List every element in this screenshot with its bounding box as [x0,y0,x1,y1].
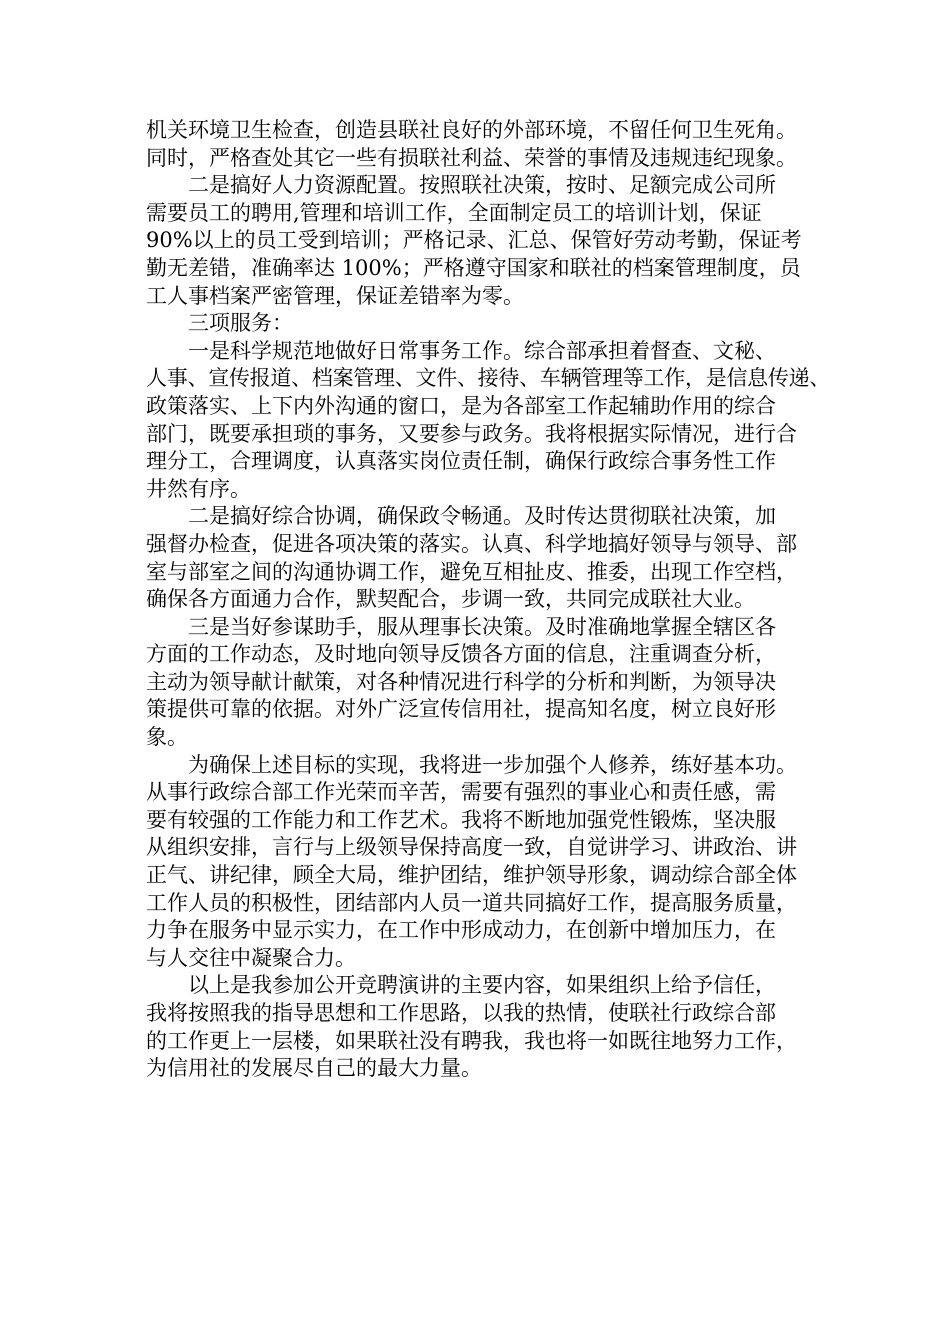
text-line: 象。 [146,725,188,750]
text-line: 工作人员的积极性，团结部内人员一道共同搞好工作，提高服务质量， [146,890,797,915]
text-line: 我将按照我的指导思想和工作思路，以我的热情，使联社行政综合部 [146,1001,776,1025]
text-line: 90%以上的员工受到培训；严格记录、汇总、保管好劳动考勤，保证考 [146,228,802,253]
text-line: 策提供可靠的依据。对外广泛宣传信用社，提高知名度，树立良好形 [146,697,776,722]
text-line: 勤无差错，准确率达 100%；严格遵守国家和联社的档案管理制度，员 [146,255,801,280]
text-line: 人事、宣传报道、档案管理、文件、接待、车辆管理等工作，是信息传递、 [146,366,831,391]
text-line: 理分工，合理调度，认真落实岗位责任制，确保行政综合事务性工作 [146,449,776,474]
text-line: 工人事档案严密管理，保证差错率为零。 [146,283,524,308]
text-line: 同时，严格查处其它一些有损联社利益、荣誉的事情及违规违纪现象。 [146,145,797,170]
text-line: 一是科学规范地做好日常事务工作。综合部承担着督查、文秘、 [188,338,776,363]
text-line: 要有较强的工作能力和工作艺术。我将不断地加强党性锻炼，坚决服 [146,807,776,832]
text-line: 室与部室之间的沟通协调工作，避免互相扯皮、推委，出现工作空档， [146,559,797,584]
text-line: 方面的工作动态，及时地向领导反馈各方面的信息，注重调查分析， [146,642,776,667]
text-line: 三项服务： [188,311,293,336]
text-line: 二是搞好人力资源配置。按照联社决策，按时、足额完成公司所 [188,173,776,198]
text-line: 二是搞好综合协调，确保政令畅通。及时传达贯彻联社决策，加 [188,504,776,529]
text-line: 需要员工的聘用,管理和培训工作，全面制定员工的培训计划，保证 [146,200,762,225]
text-line: 力争在服务中显示实力，在工作中形成动力，在创新中增加压力，在 [146,918,776,943]
text-line: 政策落实、上下内外沟通的窗口，是为各部室工作起辅助作用的综合 [146,393,776,418]
text-line: 为信用社的发展尽自己的最大力量。 [146,1056,482,1081]
text-line: 井然有序。 [146,476,251,501]
text-line: 的工作更上一层楼，如果联社没有聘我，我也将一如既往地努力工作， [146,1028,797,1053]
document-body [146,117,830,1083]
text-line: 为确保上述目标的实现，我将进一步加强个人修养，练好基本功。 [188,752,797,777]
text-line: 机关环境卫生检查，创造县联社良好的外部环境，不留任何卫生死角。 [146,118,797,142]
text-line: 从组织安排，言行与上级领导保持高度一致，自觉讲学习、讲政治、讲 [146,835,797,860]
text-line: 与人交往中凝聚合力。 [146,945,356,970]
text-line: 部门，既要承担琐的事务，又要参与政务。我将根据实际情况，进行合 [146,421,797,446]
text-line: 主动为领导献计献策，对各种情况进行科学的分析和判断，为领导决 [146,669,776,694]
text-line: 以上是我参加公开竞聘演讲的主要内容，如果组织上给予信任， [188,973,776,998]
text-line: 确保各方面通力合作，默契配合，步调一致，共同完成联社大业。 [146,587,755,612]
text-line: 强督办检查，促进各项决策的落实。认真、科学地搞好领导与领导、部 [146,531,797,556]
text-line: 正气、讲纪律，顾全大局，维护团结，维护领导形象，调动综合部全体 [146,863,797,888]
text-line: 三是当好参谋助手，服从理事长决策。及时准确地掌握全辖区各 [188,614,776,639]
text-line: 从事行政综合部工作光荣而辛苦，需要有强烈的事业心和责任感，需 [146,780,776,805]
